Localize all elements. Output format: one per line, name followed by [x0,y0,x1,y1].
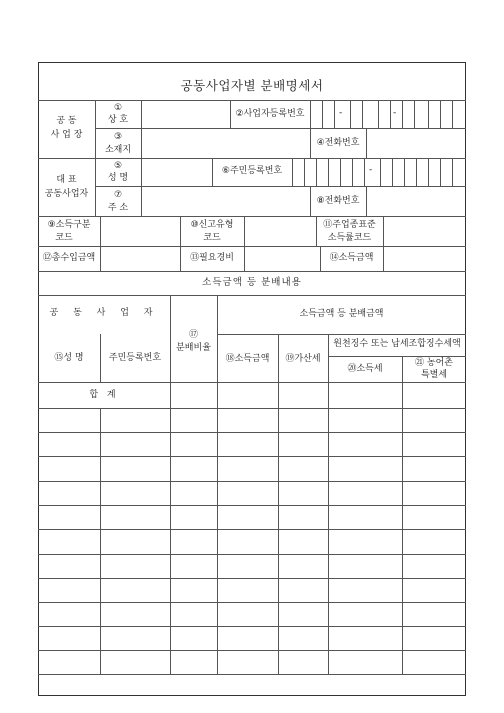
field-6-label: ⑥주민등록번호 [221,166,283,176]
divider [350,100,351,128]
divider [404,158,405,186]
divider [452,100,453,128]
divider [334,100,335,128]
divider [416,158,417,186]
total-label: 합 계 [89,390,119,400]
field-10-label-line2: 코드 [203,233,221,243]
divider [392,158,393,186]
divider [38,271,466,272]
divider [402,100,403,128]
field-17-number: ⑰ [188,330,198,340]
divider [322,100,323,128]
field-3-label: 소재지 [104,145,132,155]
divider [440,100,441,128]
amount-header: 소득금액 등 분배금액 [299,309,384,319]
business-number-dash: - [393,108,397,118]
field-11-label: ⑪주업종표준 [323,220,376,230]
divider [402,356,403,674]
field-5-label: 성 명 [107,173,129,183]
divider [452,158,453,186]
divider [278,334,279,674]
divider [366,128,367,158]
field-8-label: ⑧전화번호 [316,196,360,206]
divider [428,158,429,186]
field-1-number: ① [113,103,123,113]
business-label-line2: 사 업 장 [50,130,83,140]
divider [414,100,415,128]
divider [364,158,365,186]
form-title: 공동사업자별 분배명세서 [180,78,324,93]
field-14-label: ⑭소득금액 [329,253,374,263]
field-13-label: ⑬필요경비 [190,253,234,263]
field-1-label: 상 호 [107,115,129,125]
field-21-label-line2: 특별세 [420,370,448,380]
divider [380,158,381,186]
field-12-label: ⑫총수입금액 [42,253,96,263]
divider [340,158,341,186]
divider [352,158,353,186]
representative-label-line2: 공동사업자 [44,189,89,199]
divider [383,216,384,271]
business-number-dash: - [339,108,343,118]
field-18-label: ⑱소득금액 [225,354,270,364]
field-21-label: ㉑ 농어촌 [415,358,453,368]
field-3-number: ③ [113,132,123,142]
divider [304,158,305,186]
divider [292,158,293,186]
divider [38,216,466,217]
divider [310,100,311,128]
field-5-number: ⑤ [113,161,123,171]
divider [362,100,363,128]
field-7-label: 주 소 [107,203,129,213]
field-11-label-line2: 소득률코드 [327,233,372,243]
business-label-line1: 공 동 [56,116,77,126]
divider [100,408,101,674]
divider [38,674,466,675]
divider [390,100,391,128]
divider [100,216,101,271]
divider [378,100,379,128]
divider [244,216,245,271]
divider [440,158,441,186]
divider [328,356,466,357]
divider [95,186,466,187]
field-9-label-line2: 코드 [55,233,73,243]
field-4-label: ④전화번호 [316,138,360,148]
partner-header: 공 동 사 업 자 [49,308,159,318]
resident-number-dash: - [369,165,373,175]
divider [141,100,142,216]
divider [95,128,466,129]
resident-number-label: 주민등록번호 [108,353,162,363]
divider [366,186,367,216]
divider [38,295,466,296]
field-20-label: ⑳소득세 [347,364,383,374]
field-2-label: ②사업자등록번호 [235,109,305,119]
divider [38,158,466,159]
representative-label-line1: 대 표 [56,175,77,185]
divider [38,246,466,247]
section-title: 소득금액 등 분배내용 [202,277,302,288]
field-10-label: ⑩신고유형 [190,220,234,230]
divider [328,334,329,674]
divider [428,100,429,128]
divider [328,158,329,186]
divider [217,295,218,674]
field-19-label: ⑲가산세 [285,354,321,364]
field-9-label: ⑨소득구분 [47,220,91,230]
field-17-label: 분배비율 [176,343,211,353]
divider [217,334,466,335]
divider [316,158,317,186]
field-15-label: ⑮성 명 [54,353,84,363]
tax-header: 원천징수 또는 납세조합징수세액 [333,339,461,349]
field-7-number: ⑦ [113,190,123,200]
